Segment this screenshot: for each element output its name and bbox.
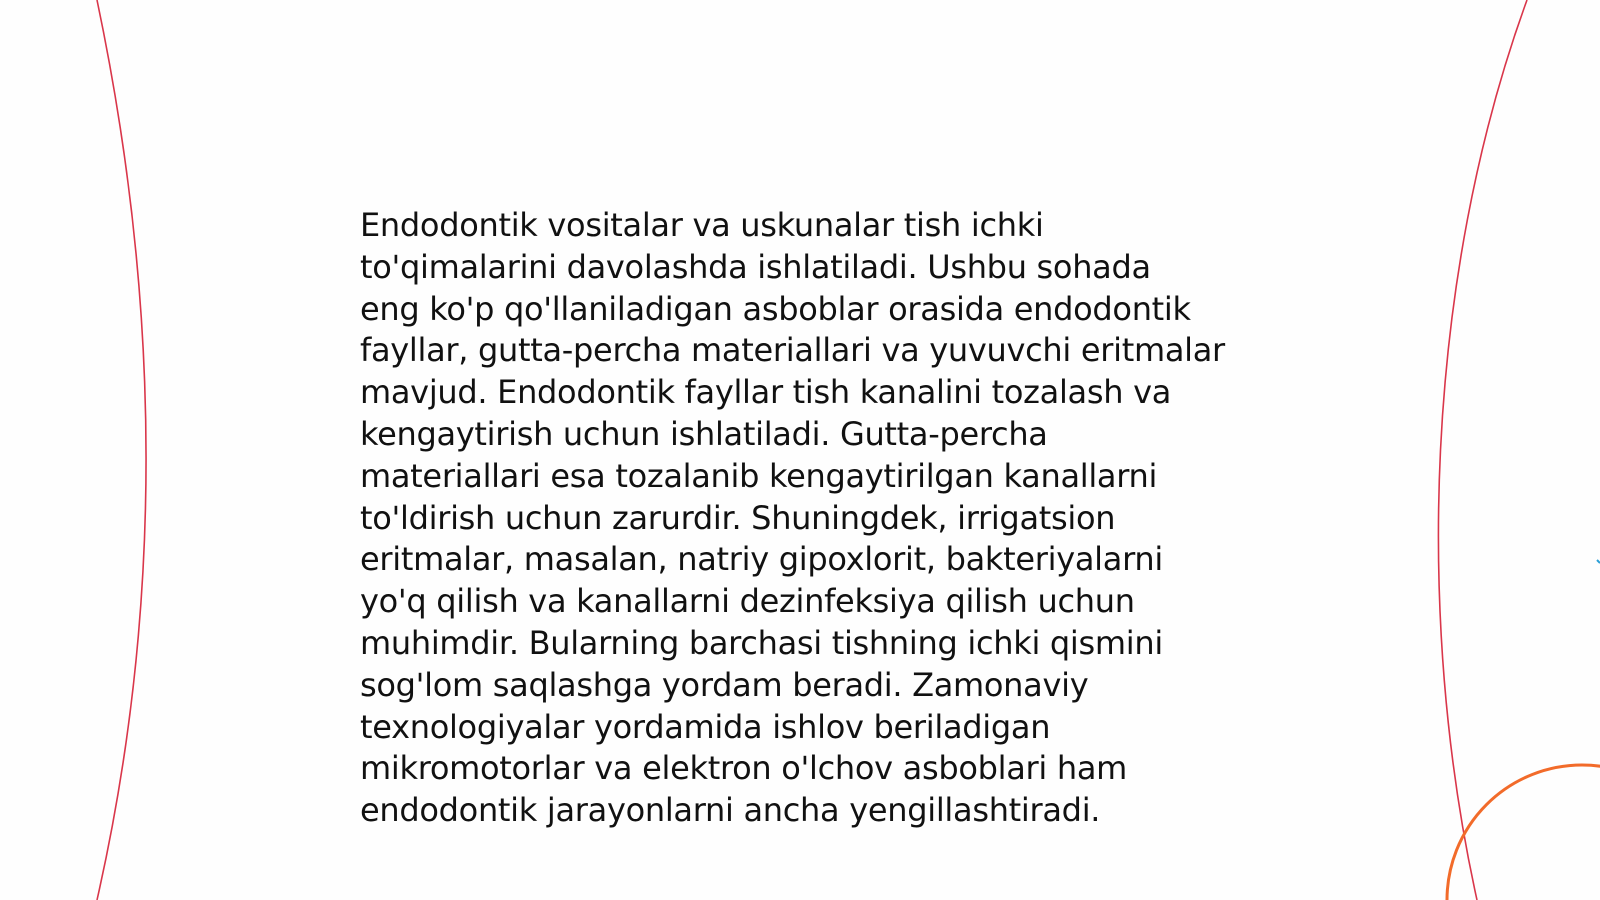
paragraph-line: to'ldirish uchun zarurdir. Shuningdek, irrigatsion — [360, 498, 1116, 537]
left-curve-line — [97, 0, 146, 900]
paragraph-line: yo'q qilish va kanallarni dezinfeksiya qilish uchun — [360, 582, 1135, 621]
orange-circle-arc — [1447, 765, 1600, 900]
paragraph-line: kengaytirish uchun ishlatiladi. Gutta-percha — [360, 414, 1048, 453]
paragraph-line: muhimdir. Bularning barchasi tishning ichki qismini — [360, 623, 1163, 662]
paragraph-line: materiallari esa tozalanib kengaytirilgan kanallarni — [360, 456, 1158, 495]
paragraph-line: fayllar, gutta-percha materiallari va yuvuvchi eritmalar — [360, 331, 1225, 370]
paragraph-line: endodontik jarayonlarni ancha yengillashtiradi. — [360, 791, 1101, 830]
paragraph-line: eng ko'p qo'llaniladigan asboblar orasida endodontik — [360, 289, 1191, 328]
paragraph-line: Endodontik vositalar va uskunalar tish ichki — [360, 206, 1044, 244]
right-curve-line — [1438, 0, 1527, 900]
paragraph-line: mikromotorlar va elektron o'lchov asboblari ham — [360, 749, 1128, 788]
paragraph-line: texnologiyalar yordamida ishlov beriladigan — [360, 707, 1051, 746]
paragraph-line: sog'lom saqlashga yordam beradi. Zamonaviy — [360, 665, 1089, 704]
paragraph-line: eritmalar, masalan, natriy gipoxlorit, bakteriyalarni — [360, 540, 1163, 579]
body-paragraph — [360, 205, 1260, 832]
paragraph-line: to'qimalarini davolashda ishlatiladi. Ushbu sohada — [360, 247, 1151, 286]
paragraph-line: mavjud. Endodontik fayllar tish kanalini tozalash va — [360, 373, 1172, 412]
